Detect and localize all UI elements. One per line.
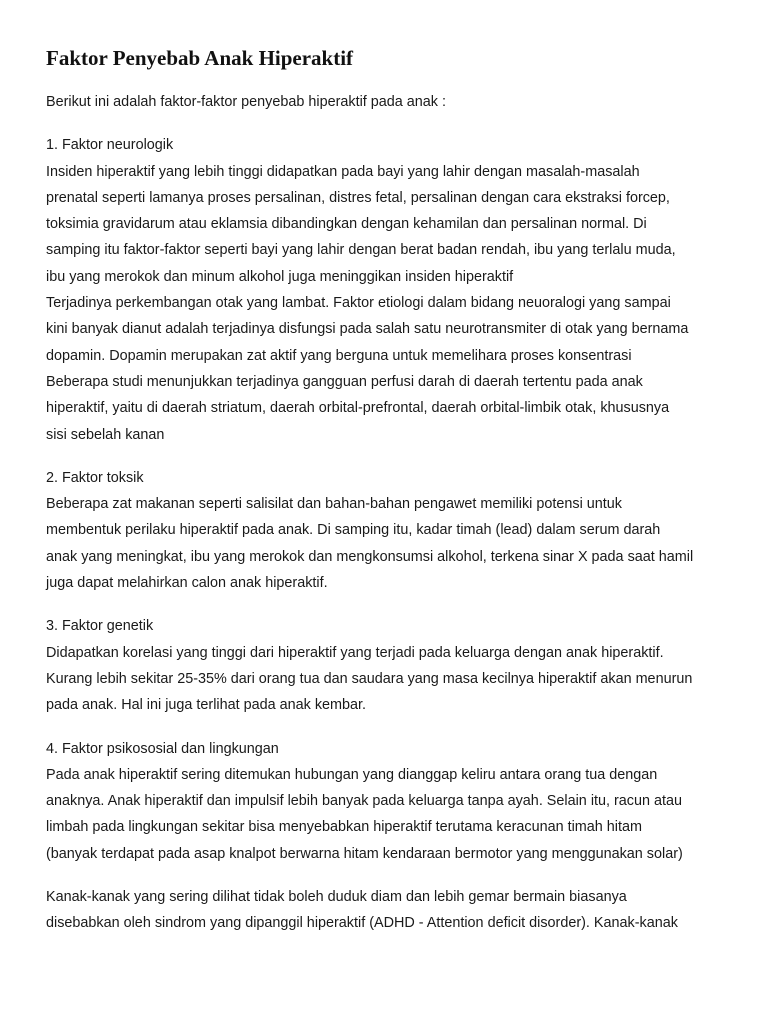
section-heading: 3. Faktor genetik [46,618,154,635]
text-line: disebabkan oleh sindrom yang dipanggil hiperaktif (ADHD - Attention deficit disorder). Kanak-kanak [46,915,678,932]
text-line: dopamin. Dopamin merupakan zat aktif yang berguna untuk memelihara proses konsentrasi [46,347,632,364]
section-4 [46,736,736,867]
sections-container [46,132,736,867]
text-line: membentuk perilaku hiperaktif pada anak. Di samping itu, kadar timah (lead) dalam serum darah [46,522,661,539]
section-3 [46,613,736,718]
text-line: sisi sebelah kanan [46,426,165,443]
text-line: limbah pada lingkungan sekitar bisa menyebabkan hiperaktif terutama keracunan timah hitam [46,819,642,836]
text-line: anak yang meningkat, ibu yang merokok dan mengkonsumsi alkohol, terkena sinar X pada saat hamil [46,548,694,565]
section-body [46,491,736,596]
document-title: Faktor Penyebab Anak Hiperaktif [46,46,354,70]
section-heading: 4. Faktor psikososial dan lingkungan [46,740,279,757]
text-line: Beberapa zat makanan seperti salisilat dan bahan-bahan pengawet memiliki potensi untuk [46,496,622,513]
text-line: Beberapa studi menunjukkan terjadinya gangguan perfusi darah di daerah tertentu pada anak [46,373,643,390]
section-2 [46,465,736,596]
text-line: anaknya. Anak hiperaktif dan impulsif lebih banyak pada keluarga tanpa ayah. Selain itu, racun atau [46,793,683,810]
text-line: samping itu faktor-faktor seperti bayi yang lahir dengan berat badan rendah, ibu yang terlalu muda, [46,242,676,259]
section-heading: 2. Faktor toksik [46,469,144,486]
document-page [46,44,736,937]
text-line: toksimia gravidarum atau eklamsia dibandingkan dengan kehamilan dan persalinan normal. Di [46,216,647,233]
text-line: Kurang lebih sekitar 25-35% dari orang tua dan saudara yang masa kecilnya hiperaktif akan menurun [46,670,693,687]
text-line: kini banyak dianut adalah terjadinya disfungsi pada salah satu neurotransmiter di otak yang bernama [46,321,689,338]
text-line: Insiden hiperaktif yang lebih tinggi didapatkan pada bayi yang lahir dengan masalah-masalah [46,163,640,180]
intro-paragraph: Berikut ini adalah faktor-faktor penyebab hiperaktif pada anak : [46,94,446,110]
text-line: pada anak. Hal ini juga terlihat pada anak kembar. [46,697,367,714]
section-1 [46,132,736,448]
text-line: Didapatkan korelasi yang tinggi dari hiperaktif yang terjadi pada keluarga dengan anak hiperaktif. [46,644,664,661]
text-line: Pada anak hiperaktif sering ditemukan hubungan yang dianggap keliru antara orang tua dengan [46,766,658,783]
text-line: (banyak terdapat pada asap knalpot berwarna hitam kendaraan bermotor yang menggunakan solar) [46,845,683,862]
section-heading: 1. Faktor neurologik [46,137,174,154]
text-line: juga dapat melahirkan calon anak hiperaktif. [46,575,328,592]
section-body [46,159,736,448]
text-line: prenatal seperti lamanya proses persalinan, distres fetal, persalinan dengan cara ekstraksi forcep, [46,189,670,206]
text-line: ibu yang merokok dan minum alkohol juga meninggikan insiden hiperaktif [46,268,514,285]
text-line: Terjadinya perkembangan otak yang lambat. Faktor etiologi dalam bidang neuoralogi yang sampai [46,295,671,312]
section-body [46,640,736,719]
section-body [46,762,736,867]
text-line: hiperaktif, yaitu di daerah striatum, daerah orbital-prefrontal, daerah orbital-limbik otak, khususnya [46,400,670,417]
text-line: Kanak-kanak yang sering dilihat tidak boleh duduk diam dan lebih gemar bermain biasanya [46,889,627,906]
closing-paragraph [46,884,736,937]
